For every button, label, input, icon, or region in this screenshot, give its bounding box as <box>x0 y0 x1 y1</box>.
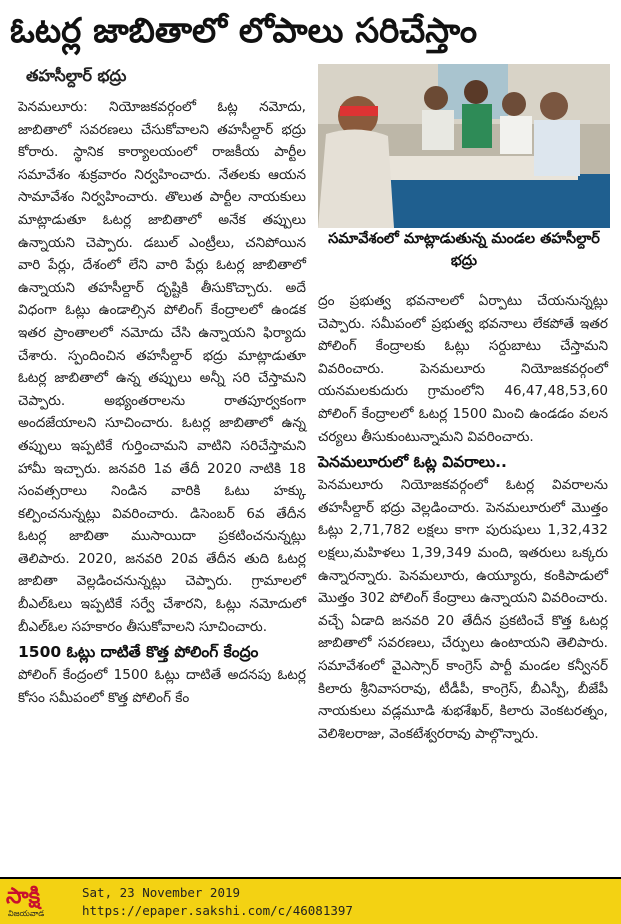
article-paragraph: పోలింగ్ కేంద్రంలో 1500 ఓట్లు దాటితే అదనపు ఓటర్ల కోసం సమీపంలో కొత్త పోలింగ్ కేం <box>18 667 306 706</box>
headline: ఓటర్ల జాబితాలో లోపాలు సరిచేస్తాం <box>10 11 478 51</box>
sakshi-logo <box>6 885 66 919</box>
subhead-polling: 1500 ఓట్లు దాటితే కొత్త పోలింగ్ కేంద్రం <box>18 643 259 662</box>
byline: తహసీల్దార్ భద్రు <box>26 66 127 85</box>
logo-subtitle: విజయవాడ <box>8 909 45 918</box>
subhead-details: పెనమలూరులో ఓట్ల వివరాలు.. <box>318 453 507 472</box>
article-paragraph: ద్రం ప్రభుత్వ భవనాలలో ఏర్పాటు చేయనున్నట్లు చెప్పారు. సమీపంలో ప్రభుత్వ భవనాలు లేకపోతే ఇతర పోలింగ్ కేంద్రాలకు ఓట్లు సర్దుబాటు చేస్తామని వివరించారు. పెనమలూరు నియోజకవర్గంలో యనమలకుదురు గ్రామంలోని 46,47,48,53,60 పోలింగ్ కేంద్రాలలో ఓటర్ల 1500 మించి ఉండడం వలన చర్యలు తీసుకుంటున్నామని వివరించారు. <box>318 293 608 445</box>
news-photo <box>318 64 610 228</box>
source-url[interactable]: https://epaper.sakshi.com/c/46081397 <box>82 903 353 918</box>
article-left-column <box>18 96 306 709</box>
article-right-column <box>318 290 608 745</box>
logo-text: సాక్షి <box>6 884 41 909</box>
edition-date: Sat, 23 November 2019 <box>82 885 241 900</box>
footer-bar <box>0 877 621 924</box>
article-paragraph: పెనమలూరు: నియోజకవర్గంలో ఓట్ల నమోదు, జాబితాలో సవరణలు చేసుకోవాలని తహసీల్దార్ భద్రు కోరారు. స్థానిక కార్యాలయంలో రాజకీయ పార్టీల సమావేశం శుక్రవారం నిర్వహించారు. నేతలకు ఆయన సామావేశం నిర్వహించారు. తొలుత పార్టీల నాయకులు మాట్లాడుతూ ఓటర్ల జాబితాలో అనేక తప్పులు ఉన్నాయని చెప్పారు. డబుల్ ఎంట్రీలు, చనిపోయిన వారి పేర్లు, దేశంలో లేని వారి పేర్లు ఓటర్ల జాబితాలో ఉన్నాయని తహసీల్దార్ దృష్టికి తీసుకొచ్చారు. అదే విధంగా ఓట్లు ఉండాల్సిన పోలింగ్ కేంద్రాలలో ఉండక ఇతర ప్రాంతాలలో నమోదు చేసి ఉన్నాయని ఫిర్యాదు చేశారు. స్పందించిన తహసీల్దార్ భద్రు మాట్లాడుతూ ఓటర్ల జాబితాలో ఉన్న తప్పులు అన్నీ సరి చేస్తామని చెప్పారు. అభ్యంతరాలను రాతపూర్వకంగా అందజేయాలని సూచించారు. ఓటర్ల జాబితాలో ఉన్న తప్పులు ఇప్పటికే గుర్తించామని వాటిని సరిచేస్తామని హామీ ఇచ్చారు. జనవరి 1వ తేదీ 2020 నాటికి 18 సంవత్సరాలు నిండిన వారికి ఓటు హక్కు కల్పించనున్నట్లు వివరించారు. డిసెంబర్ 6వ తేదీన ఓటర్ల జాబితా ముసాయిదా ప్రకటించనున్నట్లు తెలిపారు. 2020, జనవరి 20వ తేదీన తుది ఓటర్ల జాబితా వెల్లడించనున్నట్లు చెప్పారు. గ్రామాలలో బీఎల్ఓలు ఇప్పటికే సర్వే చేశారని, ఓట్లు నమోదులో బీఎల్ఓల సహకారం తీసుకోవాలని సూచించారు. <box>18 99 306 635</box>
photo-caption: సమావేశంలో మాట్లాడుతున్న మండల తహసీల్దార్ భద్రు <box>328 231 600 269</box>
article-paragraph: పెనమలూరు నియోజకవర్గంలో ఓటర్ల వివరాలను తహసీల్దార్ భద్రు వెల్లడించారు. పెనమలూరులో మొత్తం ఓట్లు 2,71,782 లక్షలు కాగా పురుషులు 1,32,432 లక్షలు,మహిళలు 1,39,349 మంది, ఇతరులు ఒక్కరు ఉన్నారన్నారు. పెనమలూరు, ఉయ్యూరు, కంకిపాడులో మొత్తం 302 పోలింగ్ కేంద్రాలు ఉన్నాయని వివరించారు. వచ్చే ఏడాది జనవరి 20 తేదీన ప్రకటించే కొత్త ఓటర్ల జాబితాలో సవరణలు, చేర్పులు ఉంటాయని తెలిపారు. సమావేశంలో వైఎస్సార్ కాంగ్రెస్ పార్టీ మండల కన్వీనర్ కిలారు శ్రీనివాసరావు, టీడీపీ, కాంగ్రెస్, బీఎస్పీ, బీజేపీ నాయకులు వడ్లమూడి శుభశేఖర్, కిలారు వెంకటరత్నం, వెలిశిలరాజు, వెంకటేశ్వరరావు పాల్గొన్నారు. <box>318 477 608 742</box>
